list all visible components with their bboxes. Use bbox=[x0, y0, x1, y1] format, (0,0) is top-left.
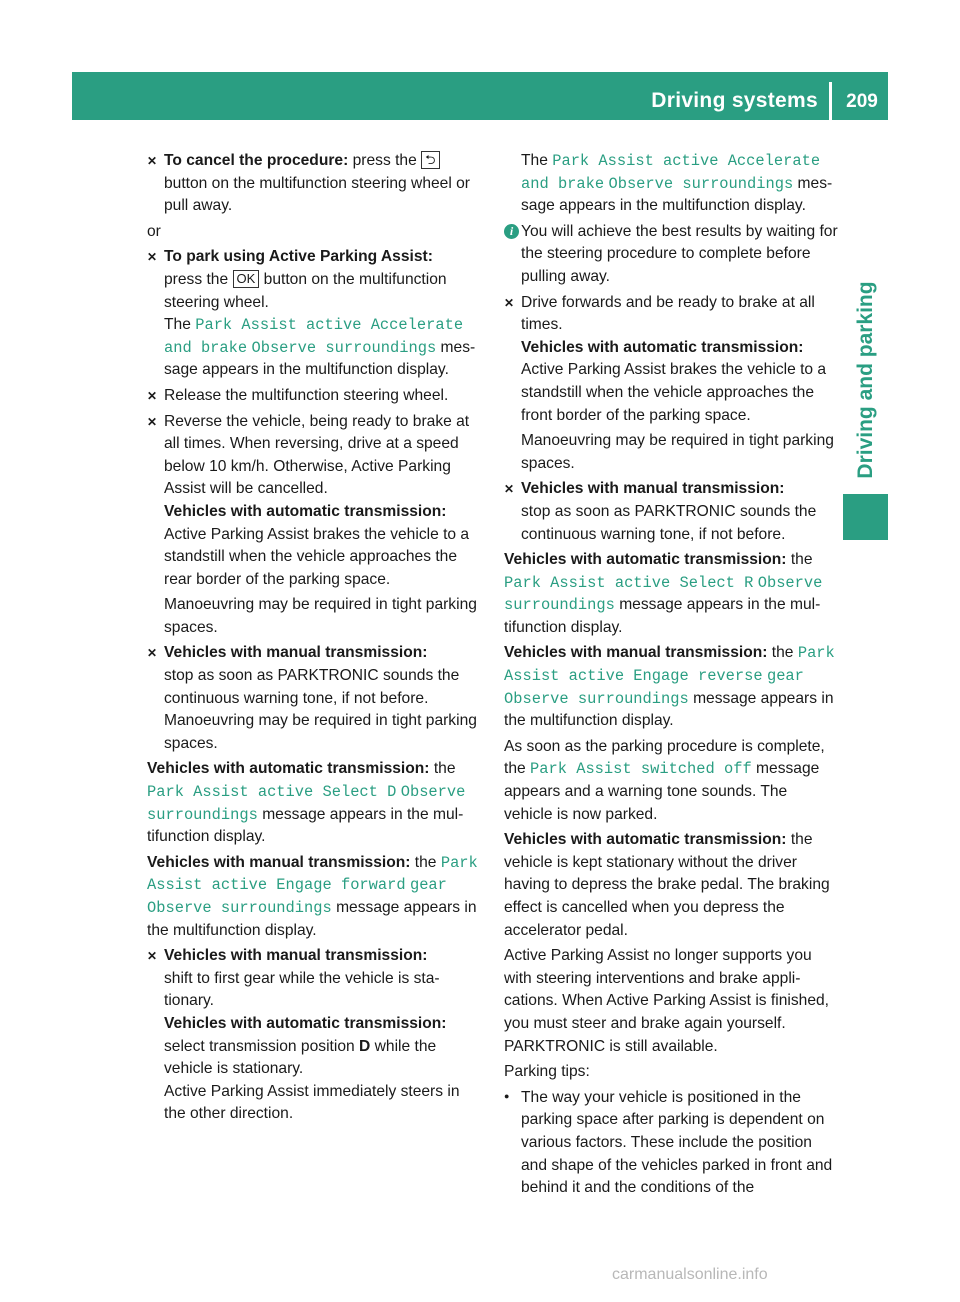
step-arrow-icon bbox=[147, 411, 157, 434]
instruction-step: ✕ Drive forwards and be ready to brake at all times. Vehicles with automatic transmission: Active Parking Assist brakes the vehicle to a standstill when the vehicle approaches the front border of the parking space. bbox=[504, 292, 838, 428]
paragraph: Vehicles with manual transmission: the Park Assist active Engage reverse gear Observe surroundings message appears in the multifunction display. bbox=[504, 644, 835, 730]
paragraph: Manoeuvring may be required in tight parking spaces. bbox=[521, 432, 834, 472]
left-column bbox=[147, 150, 481, 1129]
instruction-step: ✕ Release the multifunction steering wheel. bbox=[147, 385, 481, 408]
instruction-step: ✕ Reverse the vehicle, being ready to brake at all times. When reversing, drive at a speed below 10 km/h. Otherwise, Active Parking Assist will be cancelled. Vehicles with automatic transmission: Active Parking Assist brakes the vehicle to a standstill when the vehicle approaches the rear border of the parking space. bbox=[147, 411, 481, 592]
ok-button-icon: OK bbox=[233, 270, 260, 288]
paragraph: Vehicles with automatic transmission: the Park Assist active Select D Observe surroundings message appears in the multifunction display. bbox=[147, 760, 466, 846]
instruction-step: ✕ Vehicles with manual transmission: stop as soon as PARKTRONIC sounds the continuous warning tone, if not before. bbox=[504, 478, 838, 546]
paragraph: Manoeuvring may be required in tight parking spaces. bbox=[164, 596, 477, 636]
step-arrow-icon bbox=[147, 385, 157, 408]
section-title: Driving systems bbox=[651, 89, 818, 112]
chapter-title: Driving and parking bbox=[853, 281, 877, 479]
paragraph: Vehicles with automatic transmission: the Park Assist active Select R Observe surroundings message appears in the multifunction display. bbox=[504, 551, 823, 636]
instruction-step: ✕ To park using Active Parking Assist: press the OK button on the multifunction steering wheel. The Park Assist active Accelerate and brake Observe surroundings message appears in the multifunction display. bbox=[147, 246, 481, 382]
paragraph: The Park Assist active Accelerate and brake Observe surroundings message appears in the multifunction display. bbox=[521, 152, 833, 215]
instruction-step: ✕ Vehicles with manual transmission: stop as soon as PARKTRONIC sounds the continuous warning tone, if not before. Manoeuvring may be required in tight parking spaces. bbox=[147, 642, 481, 755]
instruction-step: ✕ To cancel the procedure: press the ⮌ button on the multifunction steering wheel or pull away. bbox=[147, 150, 481, 218]
list-item: ● The way your vehicle is positioned in the parking space after parking is dependent on various factors. These include the position and shape of the vehicles parked in front and behind it and the conditions of the bbox=[504, 1087, 838, 1200]
bullet-icon bbox=[504, 1087, 509, 1111]
paragraph: Vehicles with manual transmission: the Park Assist active Engage forward gear Observe surroundings message appears in the multifunction display. bbox=[147, 853, 478, 939]
paragraph: or bbox=[147, 222, 161, 240]
chapter-tab bbox=[843, 120, 888, 1250]
right-column bbox=[504, 150, 838, 1203]
step-arrow-icon bbox=[147, 150, 157, 173]
page-header bbox=[72, 72, 888, 120]
info-note: i You will achieve the best results by waiting for the steering procedure to complete before pulling away. bbox=[504, 221, 838, 289]
chapter-marker bbox=[843, 494, 888, 540]
watermark: carmanualsonline.info bbox=[612, 1266, 768, 1283]
header-divider bbox=[829, 82, 832, 120]
paragraph: Parking tips: bbox=[504, 1063, 590, 1081]
info-icon: i bbox=[504, 224, 519, 239]
back-button-icon: ⮌ bbox=[421, 151, 439, 169]
instruction-step: ✕ Vehicles with manual transmission: shift to first gear while the vehicle is stationary. Vehicles with automatic transmission: select transmission position D while the vehicle is stationary. Active Parking Assist immediately steers in the other direction. bbox=[147, 945, 481, 1126]
step-arrow-icon bbox=[147, 246, 157, 269]
step-arrow-icon bbox=[504, 478, 514, 501]
paragraph: As soon as the parking procedure is complete, the Park Assist switched off message appears and a warning tone sounds. The vehicle is now parked. bbox=[504, 737, 825, 823]
paragraph: Vehicles with automatic transmission: the vehicle is kept stationary without the driver having to depress the brake pedal. The braking effect is cancelled when you depress the accelerator pedal. bbox=[504, 831, 830, 939]
page-number: 209 bbox=[846, 91, 878, 112]
paragraph: Active Parking Assist no longer supports you with steering interventions and brake applications. When Active Parking Assist is finished, you must steer and brake again yourself. PARKTRONIC is still available. bbox=[504, 947, 830, 1055]
step-arrow-icon bbox=[147, 945, 157, 968]
step-arrow-icon bbox=[147, 642, 157, 665]
step-arrow-icon bbox=[504, 292, 514, 315]
